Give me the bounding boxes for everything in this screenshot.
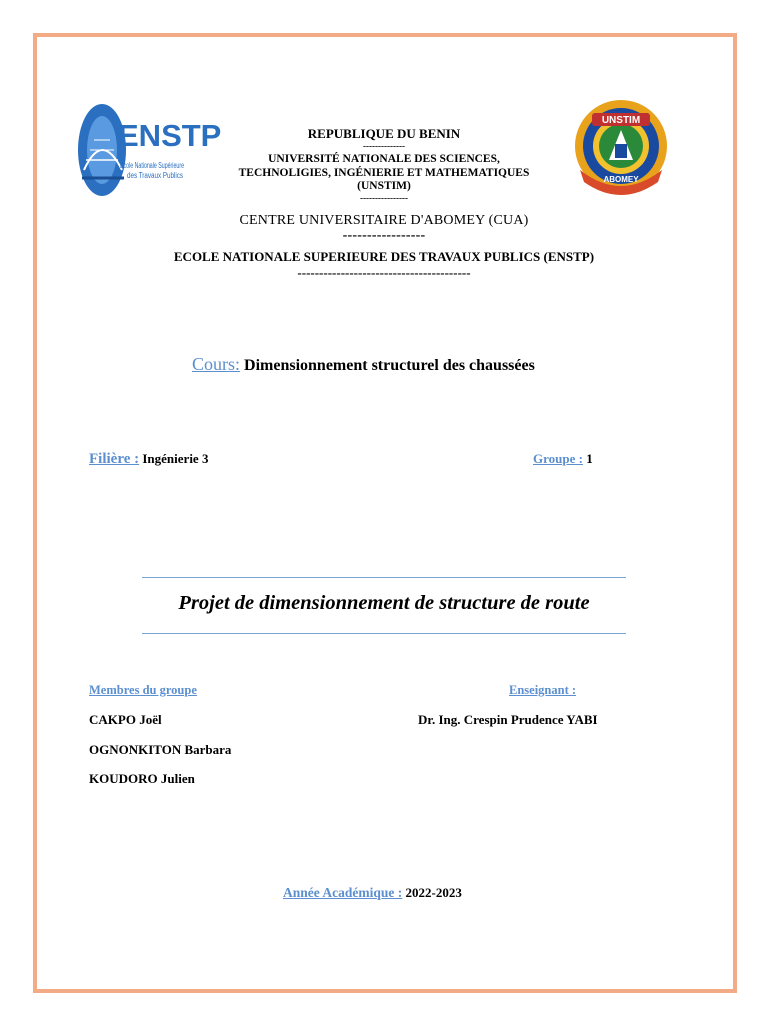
academic-year-line — [283, 885, 462, 901]
center-name: CENTRE UNIVERSITAIRE D'ABOMEY (CUA) ----------------- — [239, 213, 529, 243]
groupe-line — [533, 451, 593, 467]
member-name: KOUDORO Julien — [89, 771, 195, 786]
university-name: UNIVERSITÉ NATIONALE DES SCIENCES, TECHNOLIGIES, INGÉNIERIE ET MATHEMATIQUES (UNSTIM) ---------------- — [238, 153, 530, 203]
groupe-label: Groupe : — [533, 451, 583, 466]
teacher-name: Dr. Ing. Crespin Prudence YABI — [418, 712, 598, 727]
svg-text:des Travaux Publics: des Travaux Publics — [127, 171, 183, 180]
filiere-label: Filière : — [89, 451, 140, 467]
svg-text:UNSTIM: UNSTIM — [601, 115, 641, 126]
unstim-logo — [568, 98, 675, 196]
course-line — [192, 354, 535, 375]
enstp-logo-text: ENSTP — [118, 118, 222, 153]
school-name: ECOLE NATIONALE SUPERIEURE DES TRAVAUX PUBLICS (ENSTP) ---------------------------------------- — [173, 249, 595, 280]
course-value: Dimensionnement structurel des chaussées — [244, 357, 535, 374]
academic-year-value: 2022-2023 — [405, 885, 462, 900]
member-name: OGNONKITON Barbara — [89, 742, 232, 757]
member-name: CAKPO Joël — [89, 712, 162, 727]
groupe-value: 1 — [586, 451, 593, 466]
title-rule-top — [142, 577, 626, 578]
filiere-value: Ingénierie 3 — [142, 451, 209, 466]
title-rule-bottom — [142, 633, 626, 634]
teacher-label: Enseignant : — [509, 683, 577, 697]
members-label: Membres du groupe — [89, 683, 197, 697]
svg-text:Ecole Nationale Supérieure: Ecole Nationale Supérieure — [120, 161, 185, 170]
svg-text:ABOMEY: ABOMEY — [603, 175, 639, 184]
republic-title: REPUBLIQUE DU BENIN -------------- — [307, 126, 461, 151]
academic-year-label: Année Académique : — [283, 885, 403, 900]
course-label: Cours: — [192, 354, 241, 374]
project-title: Projet de dimensionnement de structure de route — [178, 592, 590, 614]
enstp-logo — [78, 100, 222, 198]
filiere-line — [89, 451, 208, 468]
